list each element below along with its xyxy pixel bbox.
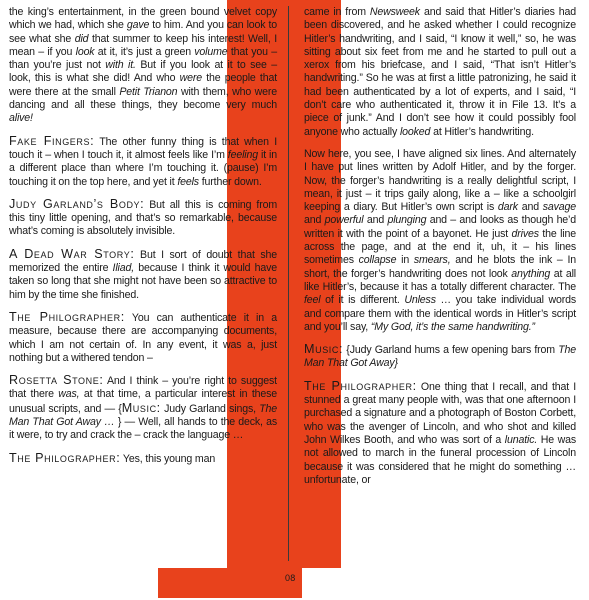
paragraph [9, 135, 277, 189]
text-run: and – and looks as though he’d written it with the point of a bayonet. He just [304, 214, 576, 240]
text-run: at that time, a particular interest in these unusual scripts, and — { [9, 388, 277, 415]
italic-text: Newsweek [369, 6, 420, 18]
paragraph [9, 452, 277, 466]
text-run: in [396, 254, 414, 267]
speaker-label: The Philographer: [9, 450, 121, 465]
italic-text: alive! [9, 112, 33, 125]
italic-text: were [179, 72, 202, 85]
paragraph [304, 148, 576, 334]
text-run: the people that were there at the small [9, 72, 277, 98]
text-run: at it, it’s just a green [94, 45, 195, 58]
text-run: The other funny thing is that when I touch it – when I touch it, it almost feels like I’m [9, 135, 277, 161]
text-run: {Judy Garland hums a few opening bars from [343, 344, 559, 357]
paragraph [304, 343, 576, 371]
right-column [304, 6, 576, 496]
text-run: One thing that I recall, and that I stunned a great many people with, was that one afternoon I purchased a signature and a photograph of Boston Corbett, who was the avenger of Lincoln, and who shot and killed John Wilkes Booth, and who was sort of a [304, 380, 576, 446]
italic-text: gave [126, 19, 150, 32]
text-run: and [304, 214, 325, 227]
italic-text: The Man That Got Away … [9, 402, 277, 429]
italic-text: Iliad, [112, 262, 135, 275]
italic-text: “My God, it’s the same handwriting.” [370, 320, 535, 333]
text-run: But if you look at it to see – look, this is what she did! And who [9, 59, 278, 85]
italic-text: drives [511, 227, 539, 240]
text-run: came in from [304, 6, 370, 18]
italic-text: plunging [387, 214, 427, 227]
speaker-label: Music: [304, 342, 344, 357]
text-run: } — Well, all hands to the deck, as it were, to try and crack the – crack the language … [9, 416, 278, 442]
text-run: the king’s entertainment, in the green bound velvet copy which we had, which she [9, 6, 277, 32]
text-run: He was not allowed to march in the funeral procession of Lincoln because it was considered that he might do something … unfortunate, or [304, 433, 576, 486]
speaker-label: A Dead War Story: [9, 246, 135, 261]
italic-text: was, [58, 388, 80, 401]
text-run: and [363, 214, 388, 227]
text-run: Judy Garland sings, [160, 402, 260, 415]
italic-text: looked [399, 125, 431, 138]
italic-text: anything [511, 267, 551, 280]
italic-text: feeling [227, 148, 258, 161]
italic-text: feels [177, 175, 199, 188]
page-number: 08 [285, 573, 296, 583]
text-run: that summer to keep his interest! Well, I mean – if you [9, 32, 278, 58]
text-run: further down. [198, 175, 262, 188]
text-run: You can authenticate it in a measure, because there are accompanying documents, which I am not certain of. In any event, it was a, just nothing but a withered tendon – [9, 311, 278, 364]
paragraph [9, 311, 277, 365]
speaker-label: Rosetta Stone: [9, 373, 104, 388]
italic-text: with it. [105, 59, 136, 72]
italic-text: Unless [404, 294, 436, 307]
text-run: it in a different place than where I’m touching it. (pause) I’m touching it on the top here, and yet it [9, 148, 277, 188]
paragraph [304, 6, 576, 139]
italic-text: did [74, 32, 89, 45]
text-run: the line across the page, and at the end it, uh, it – his lines sometimes [304, 227, 576, 267]
text-run: But all this is coming from this tiny little opening, and that’s so remarkable, because what’s coming is absolutely invisible. [9, 198, 277, 238]
text-run: and he blots the ink – In short, the forger’s handwriting does not look [304, 254, 576, 280]
italic-text: savage [542, 201, 577, 214]
italic-text: lunatic. [504, 433, 538, 446]
speaker-label: The Philographer: [9, 309, 125, 324]
text-run: with them, who were dancing and all these things, they become very much [9, 85, 277, 112]
italic-text: The Man That Got Away} [304, 344, 576, 370]
text-run: Now here, you see, I have aligned six lines. And alternately I have put lines written by Adolf Hitler, and by the forger. Now, the forger’s handwriting is a really delightful script, I mean, it just – it trips gaily along, like a – like a schoolgirl keeping a diary. But Hitler’s own script is [304, 147, 576, 214]
text-run: Yes, this young man [120, 452, 216, 465]
speaker-label: The Philographer: [304, 378, 417, 393]
italic-text: dark [497, 201, 518, 214]
italic-text: look [75, 45, 95, 58]
left-column [9, 6, 277, 475]
italic-text: feel [304, 294, 321, 307]
column-divider [288, 6, 289, 561]
text-run: that you – than you’re just not [9, 45, 277, 72]
text-run: and [517, 201, 543, 214]
italic-text: Petit Trianon [119, 85, 178, 98]
italic-text: smears, [413, 254, 451, 267]
paragraph [9, 198, 277, 239]
paragraph [9, 248, 277, 302]
text-run: And I think – you’re right to suggest that there [9, 375, 277, 401]
text-run: and said that Hitler’s diaries had been discovered, and he asked whether I could recognize Hitler’s handwriting, and I said, “I know it well,” so, he was sitting about six feet from me and he started to pull out a xerox from his briefcase, and I said, “That isn’t Hitler’s handwriting.” So he was at first a little patronizing, he said it had been authenticated by a lot of experts, and I said, “I don’t care who authenticated it, throw it in File 13. It’s a piece of junk.” And I don’t see how it could possibly fool anyone who actually [304, 6, 576, 138]
speaker-label: Judy Garland’s Body: [9, 196, 145, 211]
text-run: of it is different. [320, 294, 405, 307]
speaker-label: Fake Fingers: [9, 133, 95, 148]
text-run: because I think it would have taken so long that she might not have been so attractive to him by the time she finished. [9, 262, 277, 301]
italic-text: collapse [358, 254, 397, 267]
paragraph [9, 374, 277, 442]
paragraph [9, 6, 277, 126]
text-run: to him. And you can look to see what she [9, 19, 277, 45]
italic-text: powerful [324, 214, 364, 227]
paragraph [304, 380, 576, 487]
speaker-label: Music: [121, 400, 161, 415]
italic-text: volume [194, 45, 228, 58]
text-run: But I sort of doubt that she memorized the entire [9, 248, 277, 275]
text-run: at all like Hitler’s, because it has a totally different character. The [304, 267, 576, 293]
text-run: … you take individual words and compare them with the identical words in Hitler’s script and you’ll say, [304, 294, 576, 333]
text-run: at Hitler’s handwriting. [430, 125, 534, 138]
